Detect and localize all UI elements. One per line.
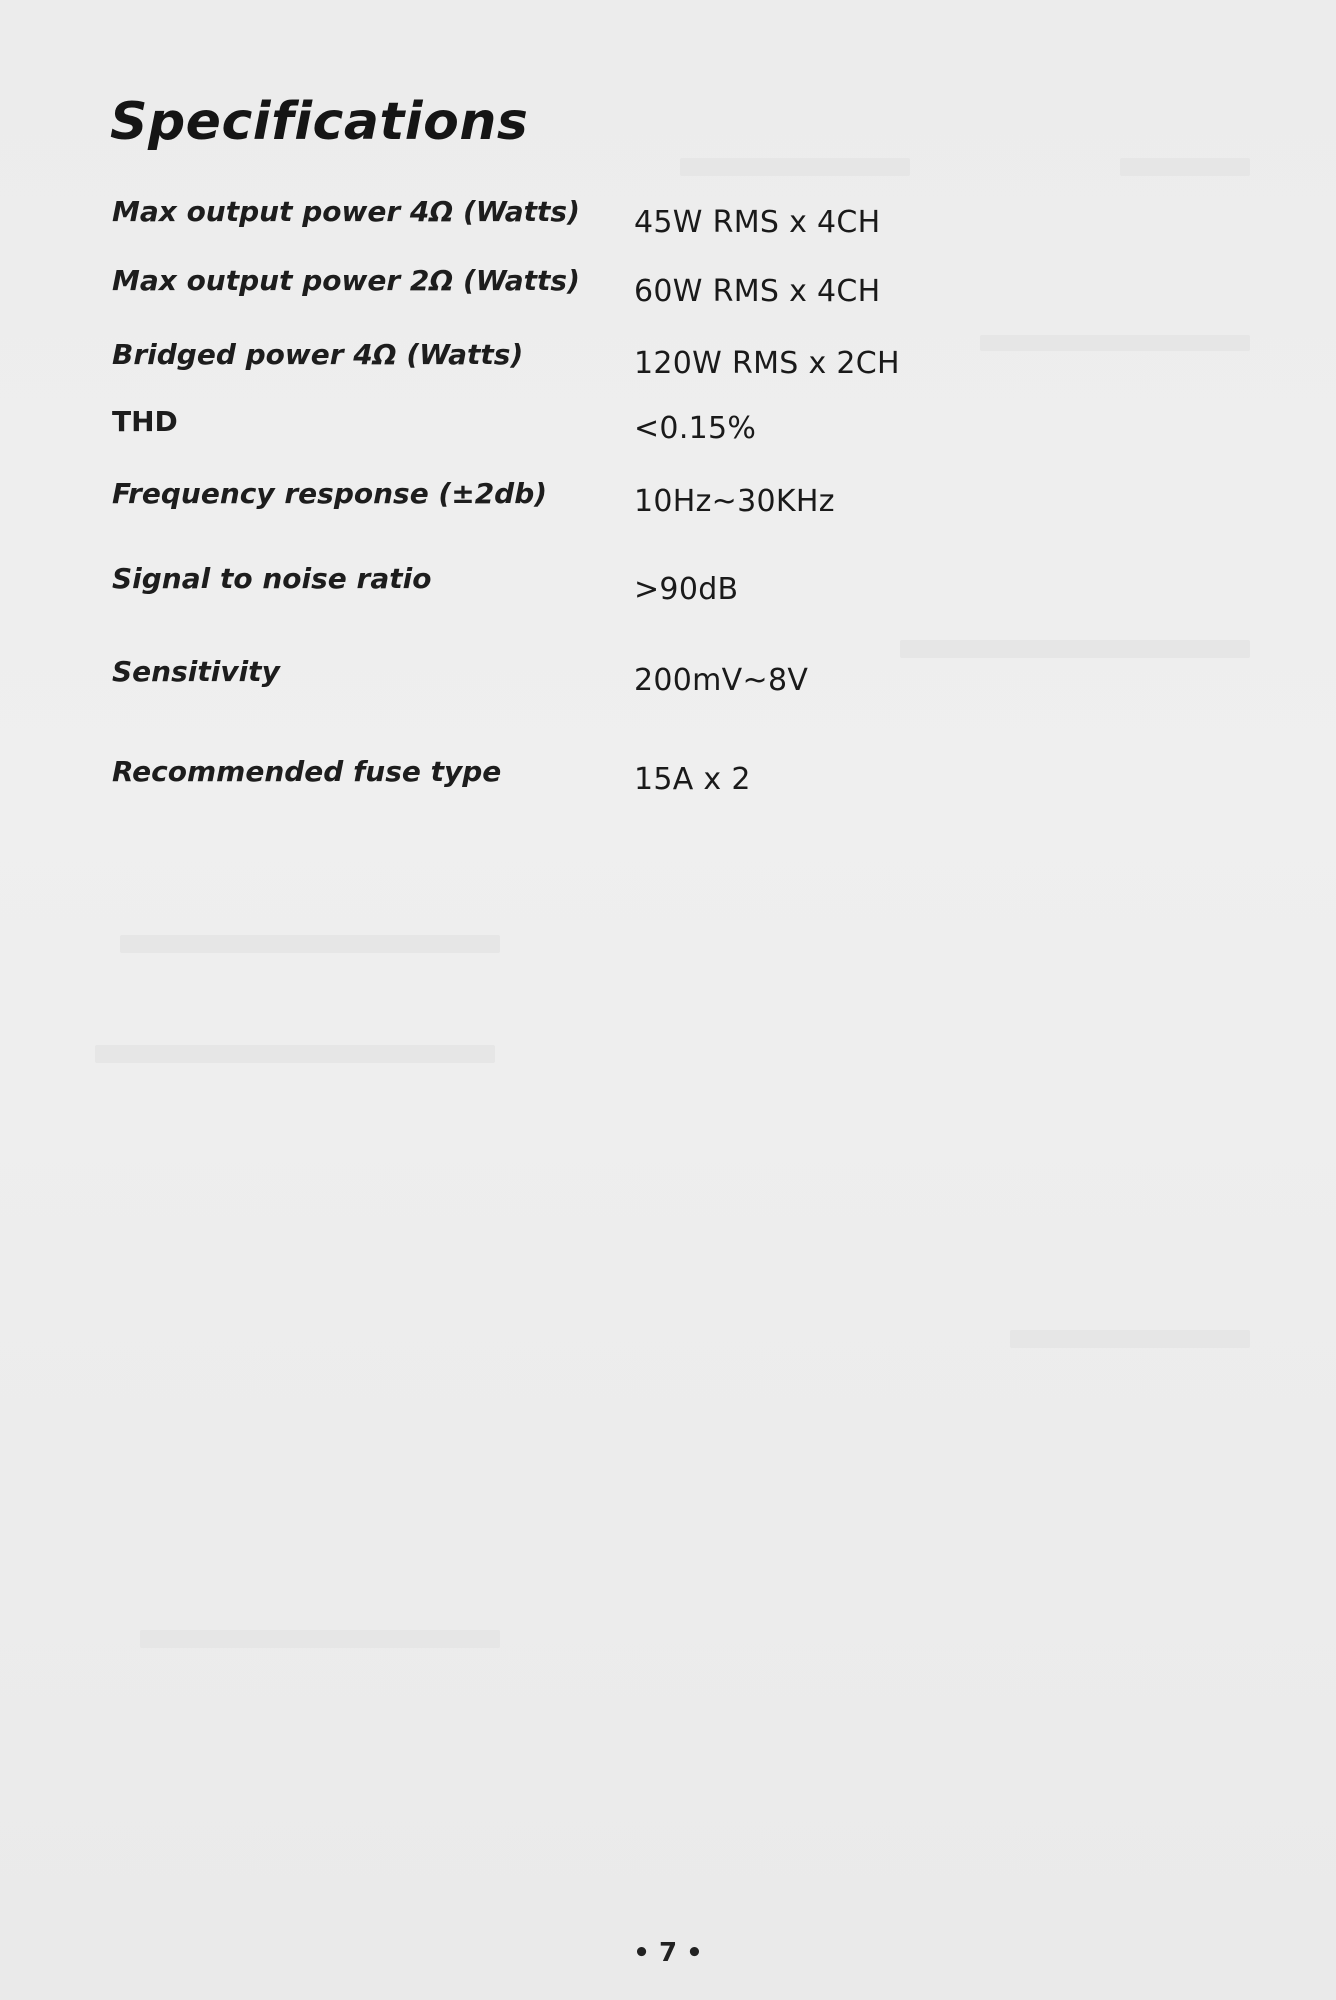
- spec-label-sensitivity: Sensitivity: [112, 655, 280, 688]
- spec-label-max-output-2ohm: Max output power 2Ω (Watts): [112, 264, 580, 297]
- spec-label-signal-to-noise: Signal to noise ratio: [112, 562, 432, 595]
- spec-value-frequency-response: 10Hz~30KHz: [634, 484, 835, 519]
- spec-label-recommended-fuse: Recommended fuse type: [112, 755, 502, 788]
- spec-label-frequency-response: Frequency response (±2db): [112, 477, 548, 510]
- spec-label-thd: THD: [112, 405, 178, 438]
- spec-label-max-output-4ohm: Max output power 4Ω (Watts): [112, 195, 580, 228]
- spec-label-bridged-power: Bridged power 4Ω (Watts): [112, 338, 524, 371]
- spec-value-thd: <0.15%: [634, 411, 757, 446]
- spec-value-bridged-power: 120W RMS x 2CH: [634, 346, 900, 381]
- spec-value-recommended-fuse: 15A x 2: [634, 762, 751, 797]
- spec-value-sensitivity: 200mV~8V: [634, 663, 809, 698]
- spec-value-max-output-2ohm: 60W RMS x 4CH: [634, 274, 881, 309]
- page-title: Specifications: [110, 92, 529, 152]
- spec-value-max-output-4ohm: 45W RMS x 4CH: [634, 205, 881, 240]
- spec-value-signal-to-noise: >90dB: [634, 572, 739, 607]
- specifications-table: [112, 0, 1212, 2000]
- page-number: • 7 •: [633, 1938, 703, 1968]
